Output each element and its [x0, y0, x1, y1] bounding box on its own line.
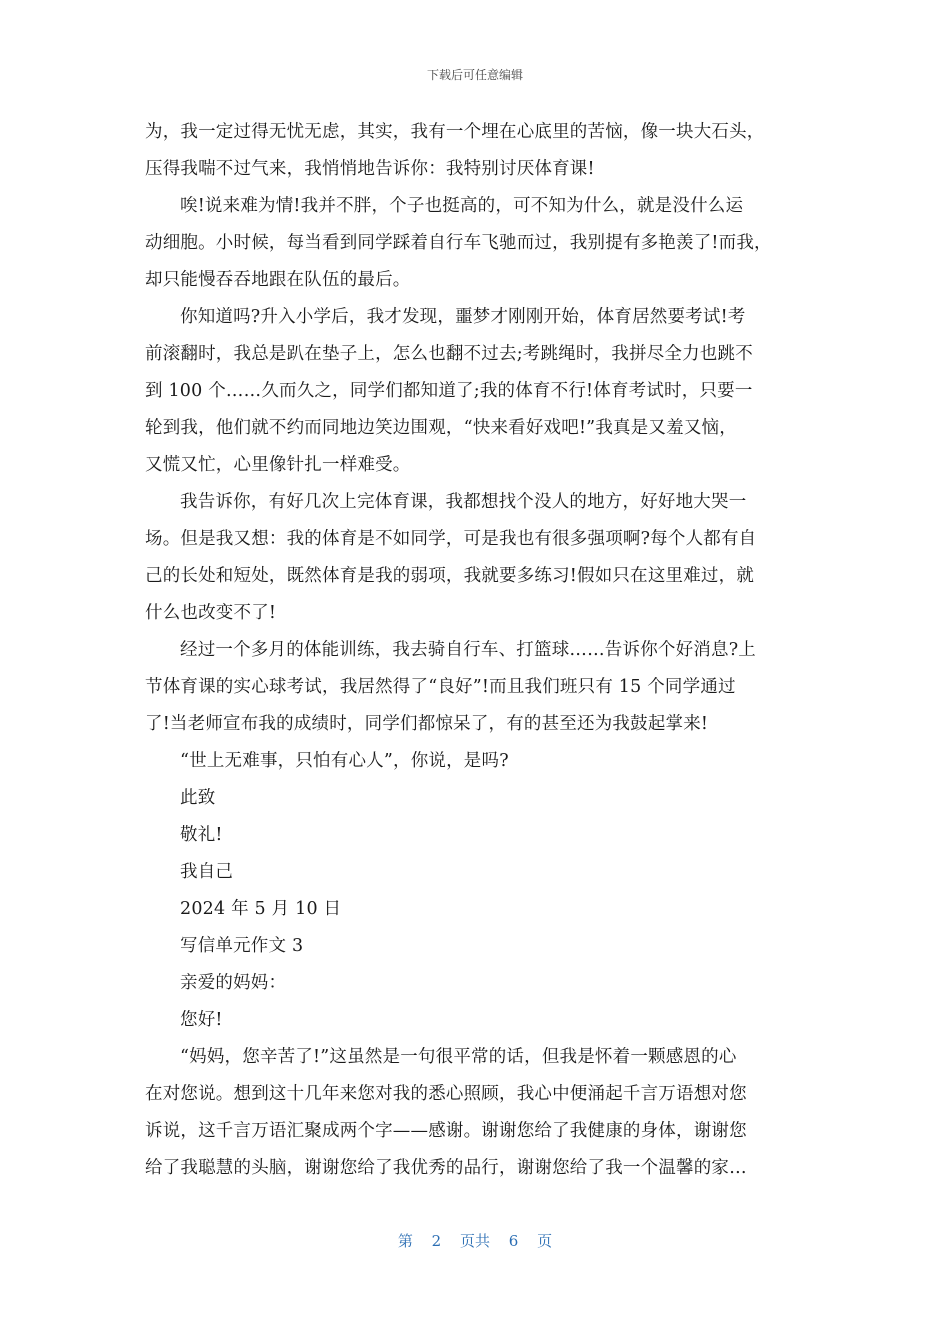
text-line: 给了我聪慧的头脑，谢谢您给了我优秀的品行，谢谢您给了我一个温馨的家…	[145, 1158, 747, 1178]
text-line: 此致	[180, 788, 216, 808]
text-line: 为，我一定过得无忧无虑，其实，我有一个埋在心底里的苦恼，像一块大石头，	[145, 122, 765, 142]
text-line: 节体育课的实心球考试，我居然得了“良好”!而且我们班只有 15 个同学通过	[145, 677, 736, 697]
text-line: 己的长处和短处，既然体育是我的弱项，我就要多练习!假如只在这里难过，就	[145, 566, 755, 586]
text-line: 你知道吗?升入小学后，我才发现，噩梦才刚刚开始，体育居然要考试!考	[180, 307, 746, 327]
text-line: 了!当老师宣布我的成绩时，同学们都惊呆了，有的甚至还为我鼓起掌来!	[145, 714, 709, 734]
text-line: 亲爱的妈妈：	[180, 973, 287, 993]
text-line: 2024 年 5 月 10 日	[180, 899, 342, 919]
text-line: 写信单元作文 3	[180, 936, 304, 956]
text-line: 又慌又忙，心里像针扎一样难受。	[145, 455, 411, 475]
text-line: 经过一个多月的体能训练，我去骑自行车、打篮球……告诉你个好消息?上	[180, 640, 756, 660]
text-line: 什么也改变不了!	[145, 603, 277, 623]
text-line: 我告诉你，有好几次上完体育课，我都想找个没人的地方，好好地大哭一	[180, 492, 747, 512]
text-line: 唉!说来难为情!我并不胖，个子也挺高的，可不知为什么，就是没什么运	[180, 196, 744, 216]
text-line: 诉说，这千言万语汇聚成两个字——感谢。谢谢您给了我健康的身体，谢谢您	[145, 1121, 747, 1141]
text-line: 压得我喘不过气来，我悄悄地告诉你：我特别讨厌体育课!	[145, 159, 595, 179]
text-line: 我自己	[180, 862, 234, 882]
page-header: 下载后可任意编辑	[426, 68, 523, 82]
text-line: 场。但是我又想：我的体育是不如同学，可是我也有很多强项啊?每个人都有自	[145, 529, 757, 549]
text-line: 动细胞。小时候，每当看到同学踩着自行车飞驰而过，我别提有多艳羡了!而我，	[145, 233, 772, 253]
text-line: “妈妈，您辛苦了!”这虽然是一句很平常的话，但我是怀着一颗感恩的心	[180, 1047, 737, 1067]
text-line: 在对您说。想到这十几年来您对我的悉心照顾，我心中便涌起千言万语想对您	[145, 1084, 747, 1104]
text-line: 敬礼!	[180, 825, 223, 845]
text-line: 轮到我，他们就不约而同地边笑边围观，“快来看好戏吧!”我真是又羞又恼，	[145, 418, 737, 438]
text-line: 却只能慢吞吞地跟在队伍的最后。	[145, 270, 411, 290]
document-body	[145, 114, 805, 1187]
text-line: 您好!	[180, 1010, 223, 1030]
page-number-footer: 第 2 页共 6 页	[397, 1232, 553, 1250]
text-line: 前滚翻时，我总是趴在垫子上，怎么也翻不过去;考跳绳时，我拼尽全力也跳不	[145, 344, 753, 364]
text-line: “世上无难事，只怕有心人”，你说，是吗?	[180, 751, 509, 771]
text-line: 到 100 个……久而久之，同学们都知道了;我的体育不行!体育考试时，只要一	[145, 381, 753, 401]
